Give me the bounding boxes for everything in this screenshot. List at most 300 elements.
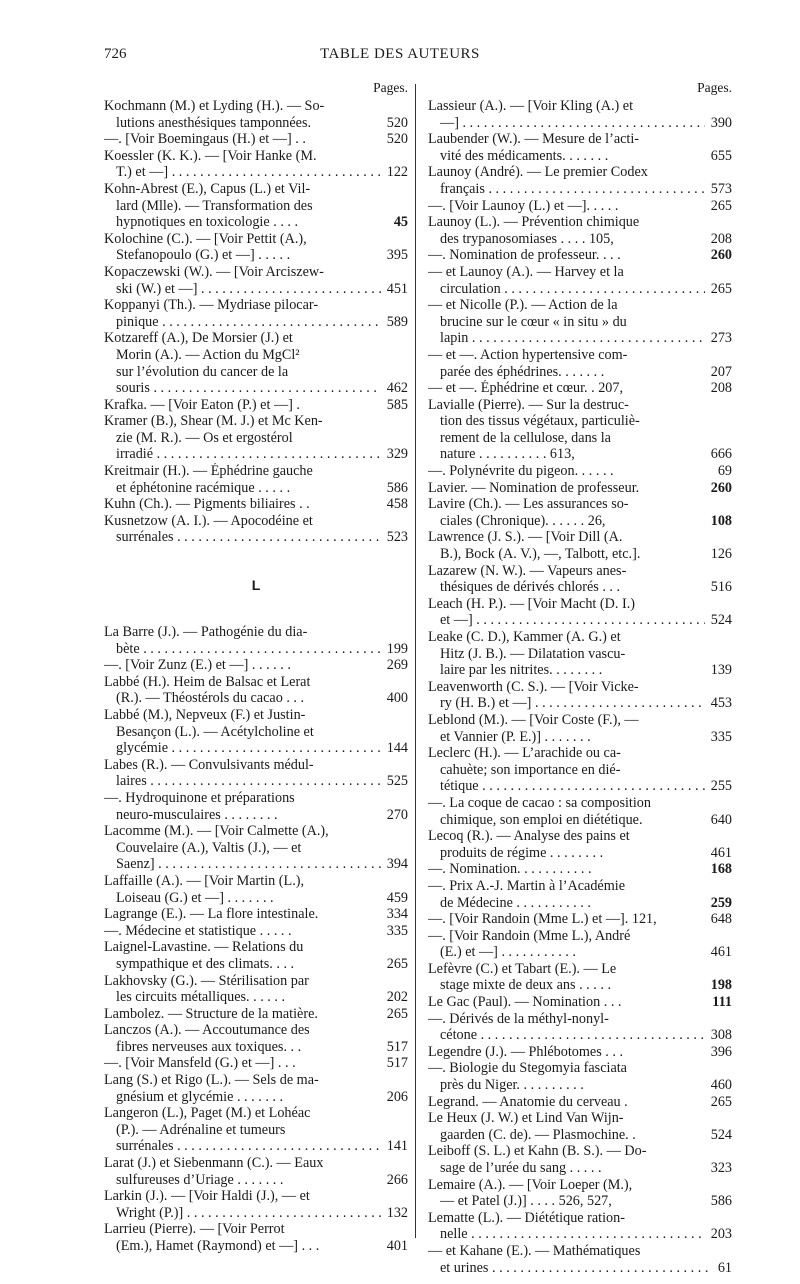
entry-line <box>104 247 408 264</box>
page-reference: 458 <box>386 496 408 513</box>
pages-column-label: Pages. <box>373 80 408 95</box>
page-reference: 208 <box>710 230 732 247</box>
entry-text: —] . . . <box>440 115 705 132</box>
entry-text: vité des médicaments. . . . . . . <box>440 147 609 164</box>
entry-text: ski (W.) et —] . . . <box>116 281 381 298</box>
entry-line <box>104 906 408 923</box>
entry-line <box>104 840 408 857</box>
page-reference: 648 <box>710 911 732 928</box>
entry-text: Koppanyi (Th.). — Mydriase pilocar- <box>104 297 319 314</box>
entry-line <box>104 823 408 840</box>
entry-text: stage mixte de deux ans . . . . . <box>440 977 611 994</box>
entry-line <box>104 923 408 940</box>
entry-text: irradié . . . <box>116 446 381 463</box>
entry-line <box>104 973 408 990</box>
entry-text: (P.). — Adrénaline et tumeurs <box>116 1121 286 1138</box>
entry-text: surrénales . . . <box>116 529 381 546</box>
entry-text: gnésium et glycémie . . . . . . . <box>116 1088 284 1105</box>
index-entry <box>428 1060 732 1093</box>
entry-line <box>104 281 408 298</box>
entry-line <box>428 1177 732 1194</box>
index-entry <box>428 264 732 297</box>
entry-text: Lazarew (N. W.). — Vapeurs anes- <box>428 562 627 579</box>
entry-line <box>428 181 732 198</box>
entry-line <box>104 757 408 774</box>
entry-text: Launoy (André). — Le premier Codex <box>428 164 648 181</box>
index-entry <box>428 131 732 164</box>
page-reference: 45 <box>393 214 408 231</box>
entry-text: Lawrence (J. S.). — [Voir Dill (A. <box>428 529 623 546</box>
index-entry <box>104 624 408 657</box>
index-entry <box>428 463 732 480</box>
entry-line <box>104 463 408 480</box>
entry-text: et Vannier (P. E.)] . . . . . . . <box>440 728 591 745</box>
entry-line <box>104 1006 408 1023</box>
entry-line <box>104 1122 408 1139</box>
page-reference: 517 <box>386 1055 408 1072</box>
entry-text: Launoy (L.). — Prévention chimique <box>428 214 640 231</box>
index-entry <box>428 629 732 679</box>
entry-line <box>104 347 408 364</box>
page-reference: 335 <box>386 922 408 939</box>
entry-line <box>104 641 408 658</box>
entry-line <box>104 446 408 463</box>
page-reference: 451 <box>386 280 408 297</box>
entry-text: thésiques de dérivés chlorés . . . <box>440 579 621 596</box>
index-entry <box>428 828 732 861</box>
entry-line <box>428 911 732 928</box>
page-reference: 108 <box>710 512 732 529</box>
entry-text: de Médecine . . . . . . . . . . . <box>440 894 591 911</box>
entry-text: neuro-musculaires . . . . . . . . <box>116 806 278 823</box>
entry-text: Lefèvre (C.) et Tabart (E.). — Le <box>428 960 617 977</box>
entry-text: cahuète; son importance en dié- <box>440 761 621 778</box>
entry-line <box>428 596 732 613</box>
entry-line <box>428 463 732 480</box>
entry-line <box>428 330 732 347</box>
entry-line <box>428 662 732 679</box>
entry-line <box>428 314 732 331</box>
entry-line <box>104 513 408 530</box>
page-reference: 461 <box>710 844 732 861</box>
entry-line <box>428 347 732 364</box>
index-entry <box>104 397 408 414</box>
entry-text: Koessler (K. K.). — [Voir Hanke (M. <box>104 147 317 164</box>
index-entry <box>428 712 732 745</box>
entry-text: Lagrange (E.). — La flore intestinale. <box>104 906 319 923</box>
entry-line <box>428 762 732 779</box>
entry-text: ry (H. B.) et —] . . . <box>440 695 705 712</box>
entry-line <box>104 657 408 674</box>
page-reference: 517 <box>386 1038 408 1055</box>
left-column <box>104 78 408 1255</box>
entry-text: Kotzareff (A.), De Morsier (J.) et <box>104 330 293 347</box>
entry-text: Saenz] . . . <box>116 856 381 873</box>
entry-line <box>428 264 732 281</box>
page-reference: 168 <box>710 861 732 878</box>
page-reference: 323 <box>710 1160 732 1176</box>
index-entry <box>428 98 732 131</box>
entry-text: Kolochine (C.). — [Voir Pettit (A.), <box>104 230 307 247</box>
page-reference: 269 <box>386 657 408 674</box>
entry-line <box>104 148 408 165</box>
entry-line <box>104 198 408 215</box>
entry-line <box>428 1243 732 1260</box>
entry-text: circulation . . . <box>440 281 705 298</box>
entry-line <box>104 690 408 707</box>
page-reference: 259 <box>710 894 732 911</box>
entry-text: Laubender (W.). — Mesure de l’acti- <box>428 131 640 148</box>
entry-text: et —] . . . <box>440 612 705 629</box>
index-entry <box>428 861 732 878</box>
index-entry <box>428 1044 732 1061</box>
index-entry <box>428 247 732 264</box>
entry-line <box>104 674 408 691</box>
entry-text: Leclerc (H.). — L’arachide ou ca- <box>428 745 621 762</box>
index-entry <box>428 297 732 347</box>
entry-line <box>104 264 408 281</box>
index-entry <box>428 164 732 197</box>
entry-line <box>104 773 408 790</box>
entry-text: Lanczos (A.). — Accoutumance des <box>104 1022 310 1039</box>
index-entry <box>428 214 732 247</box>
entry-line <box>104 1055 408 1072</box>
entry-text: Hitz (J. B.). — Dilatation vascu- <box>440 645 626 662</box>
entry-line <box>428 1193 732 1210</box>
entry-line <box>104 480 408 497</box>
entry-text: ciales (Chronique). . . . . . 26, <box>440 512 606 529</box>
entry-line <box>428 198 732 215</box>
entry-line <box>428 430 732 447</box>
index-entry <box>428 1110 732 1143</box>
page-reference: 266 <box>386 1171 408 1188</box>
entry-text: —. [Voir Randoin (Mme L.) et —]. 121, <box>428 911 657 928</box>
entry-line <box>428 1060 732 1077</box>
entry-line <box>428 1127 732 1144</box>
entry-text: Legendre (J.). — Phlébotomes . . . <box>428 1043 624 1060</box>
index-entry <box>428 480 732 497</box>
index-entry <box>104 264 408 297</box>
entry-line <box>428 513 732 530</box>
entry-line <box>428 812 732 829</box>
page-reference: 208 <box>710 380 732 397</box>
index-entry <box>104 1105 408 1155</box>
entry-text: lapin . . . <box>440 330 705 347</box>
entry-text: hypnotiques en toxicologie . . . . <box>116 214 299 231</box>
entry-line <box>104 1022 408 1039</box>
entry-text: fibres nerveuses aux toxiques. . . <box>116 1038 302 1055</box>
page-reference: 396 <box>710 1043 732 1060</box>
entry-line <box>428 795 732 812</box>
index-entry <box>428 1243 732 1276</box>
page-reference: 265 <box>710 1093 732 1110</box>
page-reference: 198 <box>710 977 732 994</box>
index-entry <box>428 347 732 380</box>
entry-line <box>104 890 408 907</box>
index-entry <box>428 529 732 562</box>
entry-text: Labbé (M.), Nepveux (F.) et Justin- <box>104 707 306 723</box>
entry-text: Legrand. — Anatomie du cerveau . <box>428 1093 628 1110</box>
entry-text: — et Nicolle (P.). — Action de la <box>428 297 618 314</box>
entry-text: souris . . . <box>116 380 381 397</box>
entry-line <box>428 496 732 513</box>
page-reference: 265 <box>710 197 732 214</box>
entry-text: parée des éphédrines. . . . . . . <box>440 363 605 380</box>
index-entry <box>104 148 408 181</box>
index-entry <box>428 878 732 911</box>
entries-k <box>104 98 408 546</box>
entry-line <box>428 480 732 497</box>
entry-line <box>104 1188 408 1205</box>
entry-text: Couvelaire (A.), Valtis (J.), — et <box>116 839 302 856</box>
entry-text: — et Patel (J.)] . . . . 526, 527, <box>440 1193 612 1210</box>
page-reference: 589 <box>386 313 408 330</box>
entry-line <box>104 231 408 248</box>
page-reference: 61 <box>717 1259 732 1276</box>
index-entry <box>104 823 408 873</box>
entry-line <box>428 712 732 729</box>
index-entry <box>428 1177 732 1210</box>
entry-text: Lecoq (R.). — Analyse des pains et <box>428 828 630 845</box>
index-entry <box>104 906 408 923</box>
entry-line <box>104 115 408 132</box>
index-entry <box>104 513 408 546</box>
entry-line <box>428 928 732 945</box>
index-entry <box>104 330 408 396</box>
entry-line <box>104 181 408 198</box>
entry-line <box>428 895 732 912</box>
entry-line <box>104 790 408 807</box>
entry-text: lutions anesthésiques tamponnées. <box>116 114 312 131</box>
entry-text: près du Niger. . . . . . . . . . <box>440 1077 584 1094</box>
entry-line <box>104 1105 408 1122</box>
entry-text: bète . . . <box>116 641 381 658</box>
entry-line <box>428 446 732 463</box>
entry-line <box>428 281 732 298</box>
index-entry <box>428 596 732 629</box>
index-entry <box>104 757 408 790</box>
entry-text: — et —. Éphédrine et cœur. . 207, <box>428 380 624 397</box>
entry-line <box>104 807 408 824</box>
index-entry <box>104 873 408 906</box>
entry-line <box>428 1027 732 1044</box>
entry-line <box>428 148 732 165</box>
index-entry <box>104 1072 408 1105</box>
entry-line <box>104 164 408 181</box>
section-letter: L <box>251 577 261 594</box>
entry-text: (R.). — Théostérols du cacao . . . <box>116 690 305 707</box>
page-reference: 260 <box>710 479 732 496</box>
entry-text: Kuhn (Ch.). — Pigments biliaires . . <box>104 496 310 513</box>
index-entry <box>428 679 732 712</box>
index-entry <box>428 1143 732 1176</box>
index-entry <box>104 496 408 513</box>
entry-text: —. Polynévrite du pigeon. . . . . . <box>428 463 614 480</box>
entry-text: français . . . <box>440 181 705 198</box>
entry-line <box>104 297 408 314</box>
entry-line <box>428 1210 732 1227</box>
entry-text: lard (Mlle). — Transformation des <box>116 197 313 214</box>
index-entry <box>104 1155 408 1188</box>
entry-line <box>104 624 408 641</box>
entry-line <box>428 413 732 430</box>
entry-text: Laignel-Lavastine. — Relations du <box>104 939 304 956</box>
entry-text: gaarden (C. de). — Plasmochine. . <box>440 1126 636 1143</box>
index-entry <box>428 928 732 961</box>
entry-text: B.), Bock (A. V.), —, Talbott, etc.]. <box>440 546 641 563</box>
page-reference: 586 <box>710 1193 732 1210</box>
entry-text: Labes (R.). — Convulsivants médul- <box>104 756 314 773</box>
entry-text: Larat (J.) et Siebenmann (C.). — Eaux <box>104 1155 324 1172</box>
index-entry <box>104 1022 408 1055</box>
index-entry <box>104 131 408 148</box>
entry-text: Leiboff (S. L.) et Kahn (B. S.). — Do- <box>428 1143 647 1160</box>
entry-text: Krafka. — [Voir Eaton (P.) et —] . <box>104 396 300 413</box>
entry-line <box>428 297 732 314</box>
entry-line <box>428 679 732 696</box>
entry-text: Leavenworth (C. S.). — [Voir Vicke- <box>428 678 639 695</box>
page-reference: 206 <box>386 1088 408 1105</box>
page-reference: 655 <box>710 147 732 164</box>
entry-line <box>104 380 408 397</box>
entry-text: —. Médecine et statistique . . . . . <box>104 922 292 939</box>
page-reference: 335 <box>710 728 732 745</box>
entry-text: brucine sur le cœur « in situ » du <box>440 313 627 330</box>
entry-line <box>104 330 408 347</box>
entry-text: Le Heux (J. W.) et Lind Van Wijn- <box>428 1110 624 1127</box>
page-reference: 132 <box>386 1204 408 1221</box>
entry-line <box>104 314 408 331</box>
entry-line <box>428 1011 732 1028</box>
entry-text: Lakhovsky (G.). — Stérilisation par <box>104 972 309 989</box>
index-entry <box>104 98 408 131</box>
page-reference: 273 <box>710 330 732 347</box>
entry-line <box>428 231 732 248</box>
entry-text: produits de régime . . . . . . . . <box>440 844 604 861</box>
entry-line <box>428 380 732 397</box>
entry-text: Lang (S.) et Rigo (L.). — Sels de ma- <box>104 1072 319 1089</box>
entry-text: — et Launoy (A.). — Harvey et la <box>428 263 624 280</box>
page-reference: 516 <box>710 579 732 596</box>
page-reference: 111 <box>712 994 732 1011</box>
entry-text: nature . . . . . . . . . . 613, <box>440 446 575 463</box>
entry-line <box>428 961 732 978</box>
entry-text: glycémie . . . <box>116 740 381 757</box>
entry-text: Larkin (J.). — [Voir Haldi (J.), — et <box>104 1188 310 1205</box>
entry-text: Kochmann (M.) et Lyding (H.). — So- <box>104 98 325 114</box>
page-reference: 524 <box>710 612 732 629</box>
entry-text: cétone . . . <box>440 1027 705 1044</box>
page-reference: 395 <box>386 247 408 264</box>
page-reference: 462 <box>386 380 408 397</box>
entry-text: Lavire (Ch.). — Les assurances so- <box>428 496 629 513</box>
entry-text: Kramer (B.), Shear (M. J.) et Mc Ken- <box>104 413 323 430</box>
entry-line <box>104 413 408 430</box>
index-entry <box>428 380 732 397</box>
index-entry <box>428 961 732 994</box>
entry-text: Le Gac (Paul). — Nomination . . . <box>428 994 622 1011</box>
index-entry <box>104 923 408 940</box>
entry-line <box>104 98 408 115</box>
entry-text: Leake (C. D.), Kammer (A. G.) et <box>428 629 621 645</box>
column-divider <box>415 84 416 1238</box>
entry-line <box>104 989 408 1006</box>
index-entry <box>428 198 732 215</box>
entry-line <box>428 994 732 1011</box>
index-entry <box>104 1221 408 1254</box>
pages-column-label: Pages. <box>697 80 732 95</box>
page-reference: 203 <box>710 1226 732 1243</box>
index-entry <box>428 795 732 828</box>
index-entry <box>428 745 732 795</box>
index-entry <box>104 939 408 972</box>
entry-line <box>104 740 408 757</box>
entry-line <box>104 939 408 956</box>
entry-line <box>428 828 732 845</box>
entry-text: —. Hydroquinone et préparations <box>104 789 295 806</box>
entry-text: sulfureuses d’Uriage . . . . . . . <box>116 1171 284 1188</box>
entry-text: sympathique et des climats. . . . <box>116 955 295 972</box>
entry-text: tétique . . . <box>440 778 705 795</box>
entry-line <box>104 707 408 724</box>
entry-line <box>104 1089 408 1106</box>
entry-text: pinique . . . <box>116 314 381 331</box>
page-reference: 400 <box>386 690 408 707</box>
entry-text: zie (M. R.). — Os et ergostérol <box>116 429 293 446</box>
index-entry <box>104 1006 408 1023</box>
page-reference: 453 <box>710 695 732 712</box>
entry-text: nelle . . . <box>440 1226 705 1243</box>
entry-text: laires . . . <box>116 773 381 790</box>
page-reference: 401 <box>386 1238 408 1254</box>
page-reference: 141 <box>386 1138 408 1155</box>
entry-line <box>428 397 732 414</box>
entry-line <box>428 546 732 563</box>
entry-line <box>428 629 732 646</box>
index-entry <box>104 181 408 231</box>
page-reference: 461 <box>710 944 732 961</box>
index-entry <box>104 413 408 463</box>
entry-line <box>104 724 408 741</box>
index-entry <box>104 674 408 707</box>
entry-text: des trypanosomiases . . . . 105, <box>440 230 614 247</box>
entry-text: Leblond (M.). — [Voir Coste (F.), — <box>428 711 639 728</box>
entry-text: Kusnetzow (A. I.). — Apocodéine et <box>104 512 313 529</box>
index-entry <box>104 231 408 264</box>
entry-line <box>428 115 732 132</box>
entry-line <box>428 1143 732 1160</box>
entry-line <box>428 1044 732 1061</box>
index-entry <box>428 994 732 1011</box>
entry-text: laire par les nitrites. . . . . . . . <box>440 662 603 679</box>
page-reference: 573 <box>710 180 732 197</box>
entry-text: Kohn-Abrest (E.), Capus (L.) et Vil- <box>104 180 311 197</box>
entry-text: La Barre (J.). — Pathogénie du dia- <box>104 624 308 641</box>
entry-text: Kreitmair (H.). — Éphédrine gauche <box>104 463 313 480</box>
entry-line <box>104 1138 408 1155</box>
entry-text: Lassieur (A.). — [Voir Kling (A.) et <box>428 98 634 114</box>
page-reference: 202 <box>386 989 408 1006</box>
page-reference: 520 <box>386 131 408 148</box>
entry-text: Lematte (L.). — Diététique ration- <box>428 1209 625 1226</box>
entry-text: —. La coque de cacao : sa composition <box>428 794 651 811</box>
index-entry <box>428 1011 732 1044</box>
entry-text: —. [Voir Zunz (E.) et —] . . . . . . <box>104 657 291 674</box>
entry-text: les circuits métalliques. . . . . . <box>116 989 286 1006</box>
entry-line <box>428 1226 732 1243</box>
page-reference: 122 <box>386 164 408 181</box>
page-reference: 270 <box>386 806 408 823</box>
